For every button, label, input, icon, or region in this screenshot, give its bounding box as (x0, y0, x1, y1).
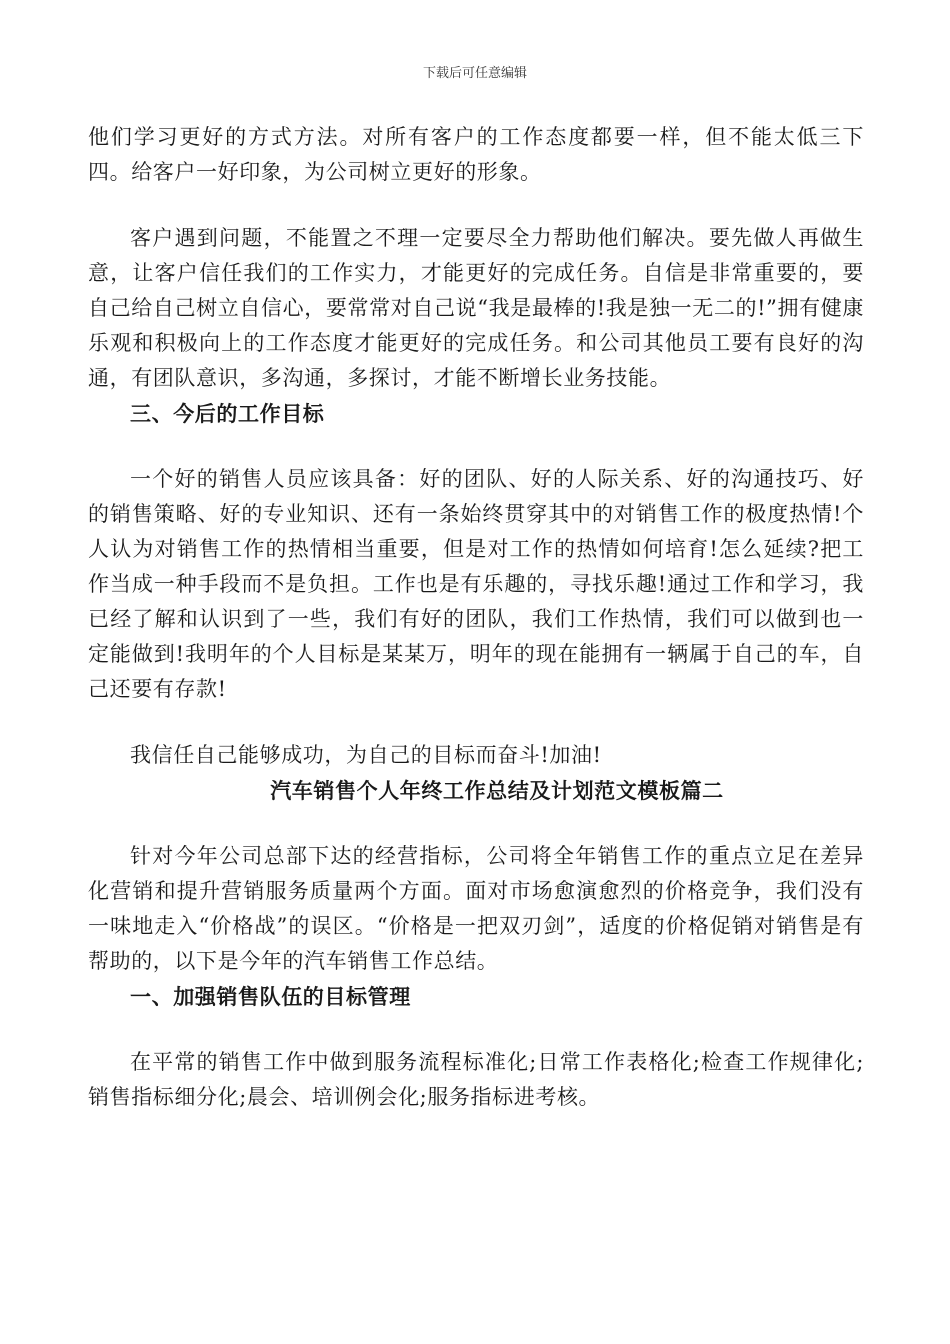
paragraph-motivation: 我信任自己能够成功，为自己的目标而奋斗!加油! (130, 743, 602, 767)
section-heading-team-management: 一、加强销售队伍的目标管理 (130, 984, 411, 1009)
paragraph-customer-service: 客户遇到问题，不能置之不理一定要尽全力帮助他们解决。要先做人再做生意，让客户信任我们的工作实力，才能更好的完成任务。自信是非常重要的，要自己给自己树立自信心，要常常对自己说“我是最棒的!我是独一无二的!”拥有健康乐观和积极向上的工作态度才能更好的完成任务。和公司其他员工要有良好的沟通，有团队意识，多沟通，多探讨，才能不断增长业务技能。 (88, 226, 864, 390)
paragraph-sales-qualities: 一个好的销售人员应该具备：好的团队、好的人际关系、好的沟通技巧、好的销售策略、好的专业知识、还有一条始终贯穿其中的对销售工作的极度热情!个人认为对销售工作的热情相当重要，但是对工作的热情如何培育!怎么延续?把工作当成一种手段而不是负担。工作也是有乐趣的，寻找乐趣!通过工作和学习，我已经了解和认识到了一些，我们有好的团队，我们工作热情，我们可以做到也一定能做到!我明年的个人目标是某某万，明年的现在能拥有一辆属于自己的车，自己还要有存款! (88, 467, 864, 701)
paragraph-sales-strategy: 针对今年公司总部下达的经营指标，公司将全年销售工作的重点立足在差异化营销和提升营销服务质量两个方面。面对市场愈演愈烈的价格竞争，我们没有一味地走入“价格战”的误区。“价格是一把双刃剑”，适度的价格促销对销售是有帮助的，以下是今年的汽车销售工作总结。 (88, 844, 864, 973)
paragraph-continuation: 他们学习更好的方式方法。对所有客户的工作态度都要一样，但不能太低三下四。给客户一好印象，为公司树立更好的形象。 (88, 125, 864, 184)
page-header-note: 下载后可任意编辑 (422, 66, 527, 81)
section-heading-future-goals: 三、今后的工作目标 (130, 401, 325, 426)
paragraph-standardization: 在平常的销售工作中做到服务流程标准化;日常工作表格化;检查工作规律化;销售指标细分化;晨会、培训例会化;服务指标进考核。 (88, 1050, 864, 1109)
article-title-part-two: 汽车销售个人年终工作总结及计划范文模板篇二 (270, 778, 724, 803)
document-body (88, 120, 864, 1115)
